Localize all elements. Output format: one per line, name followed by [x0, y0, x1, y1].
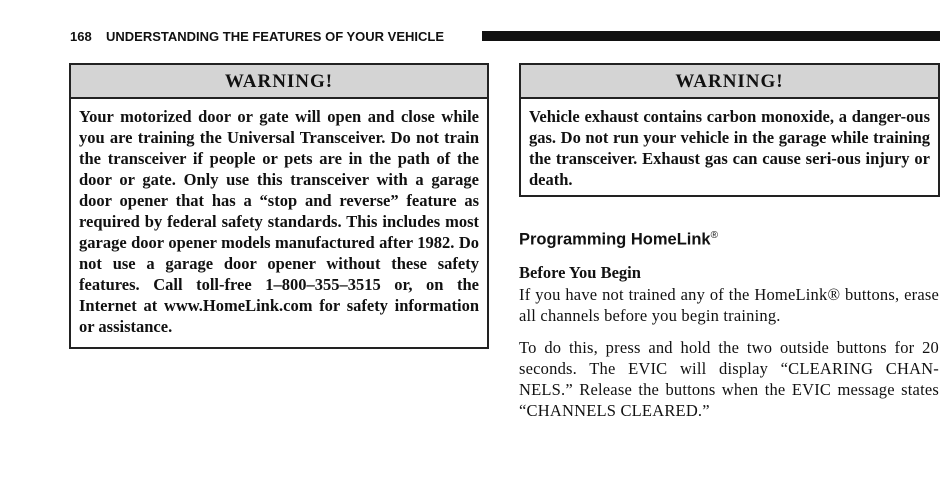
chapter-title: UNDERSTANDING THE FEATURES OF YOUR VEHICLE	[106, 29, 445, 44]
page-header	[70, 27, 940, 45]
registered-mark: ®	[710, 230, 718, 241]
warning-text: Vehicle exhaust contains carbon monoxide, a danger-ous gas. Do not run your vehicle in the garage while training the transceiver. Exhaust gas can cause seri-ous injury or death.	[529, 107, 930, 189]
page-number: 168	[70, 29, 92, 44]
paragraph-before-begin: If you have not trained any of the HomeLink® buttons, erase all channels before you begin training.	[519, 285, 939, 325]
warning-box-exhaust	[519, 63, 940, 197]
warning-heading: WARNING!	[71, 65, 487, 99]
subsection-title: Before You Begin	[519, 263, 641, 282]
paragraph-clear-channels: To do this, press and hold the two outside buttons for 20 seconds. The EVIC will display “CLEARING CHAN-NELS.” Release the buttons when the EVIC message states “CHANNELS CLEARED.”	[519, 338, 939, 420]
section-title	[519, 230, 718, 250]
warning-heading: WARNING!	[521, 65, 938, 99]
header-rule	[482, 31, 940, 41]
warning-text: Your motorized door or gate will open and close while you are training the Universal Transceiver. Do not train the transceiver if people or pets are in the path of the door or gate. Only use this transceiver with a garage door opener that has a “stop and reverse” feature as required by federal safety standards. This includes most garage door opener models manufactured after 1982. Do not use a garage door opener without these safety features. Call toll-free 1–800–355–3515 or, on the Internet at www.HomeLink.com for safety information or assistance.	[79, 107, 479, 336]
section-title-text: Programming HomeLink	[519, 230, 711, 249]
warning-box-garage-door	[69, 63, 489, 349]
